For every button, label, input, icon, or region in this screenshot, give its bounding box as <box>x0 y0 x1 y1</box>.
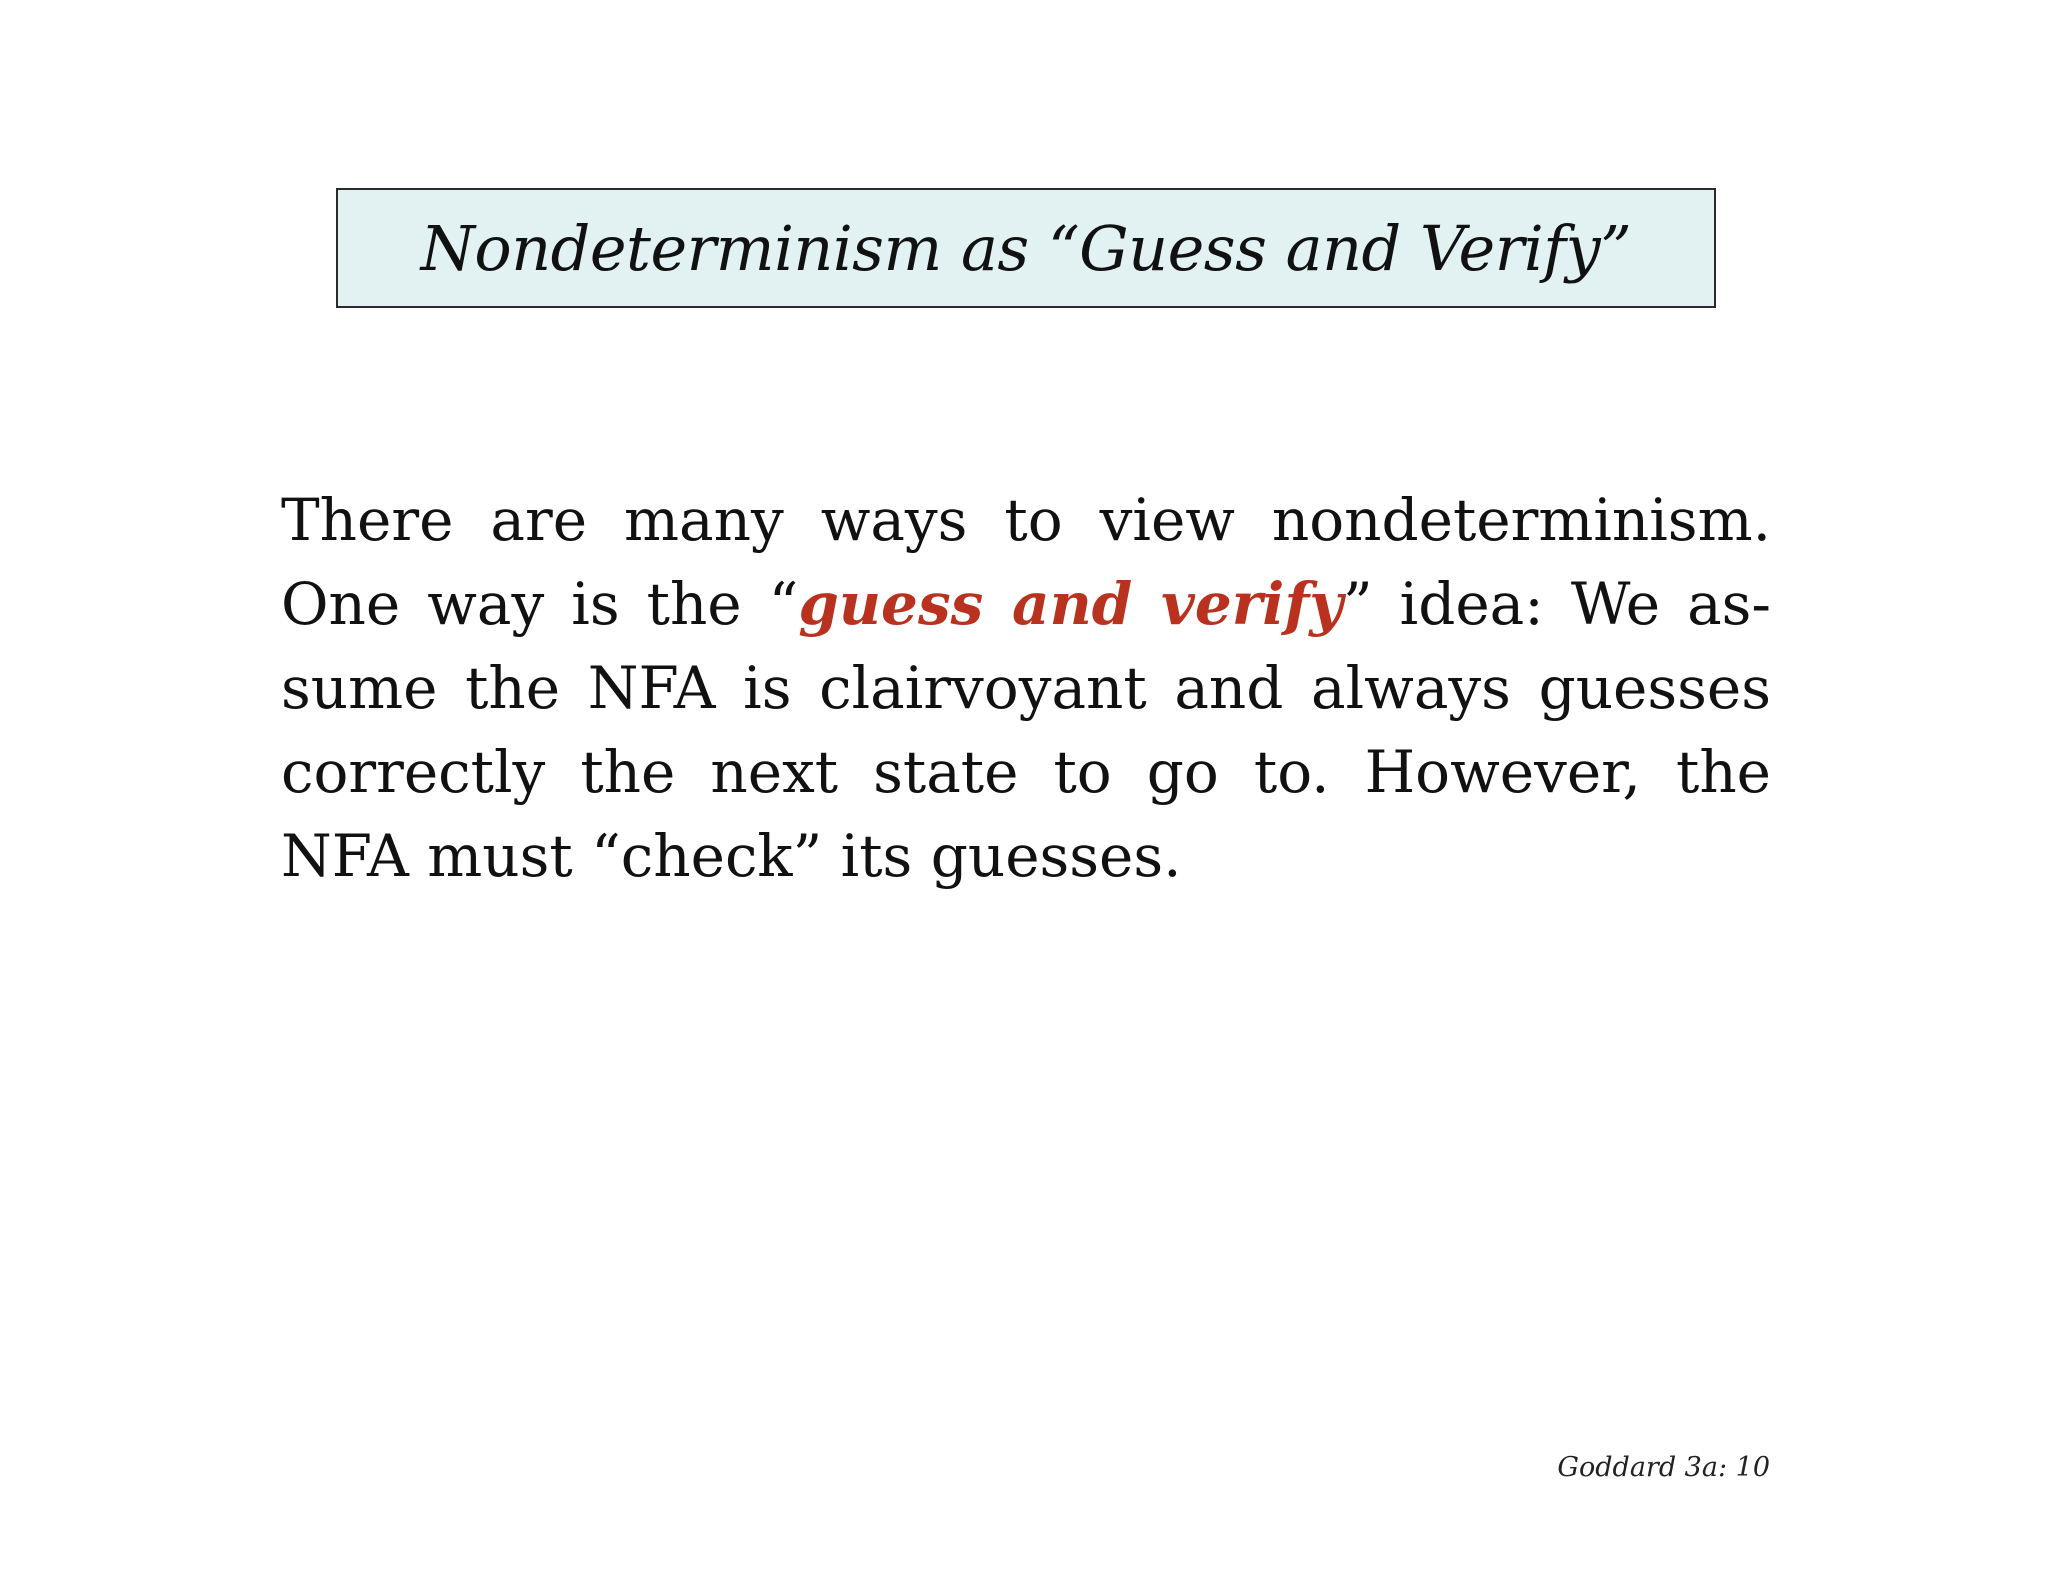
slide-body-paragraph <box>281 478 1771 898</box>
slide-footer: Goddard 3a: 10 <box>1557 1452 1770 1483</box>
slide-title-box <box>336 188 1716 308</box>
slide-title: Nondeterminism as “Guess and Verify” <box>420 211 1632 285</box>
body-text-part-1: There are many ways to view nondeterminism. One way is the “ <box>281 486 1771 638</box>
body-emphasis: guess and verify <box>798 570 1343 638</box>
body-text-part-2: ” idea: We assume the NFA is clairvoyant and always guesses correctly the next state to go to. However, the NFA must “check” its guesses. <box>281 570 1772 890</box>
